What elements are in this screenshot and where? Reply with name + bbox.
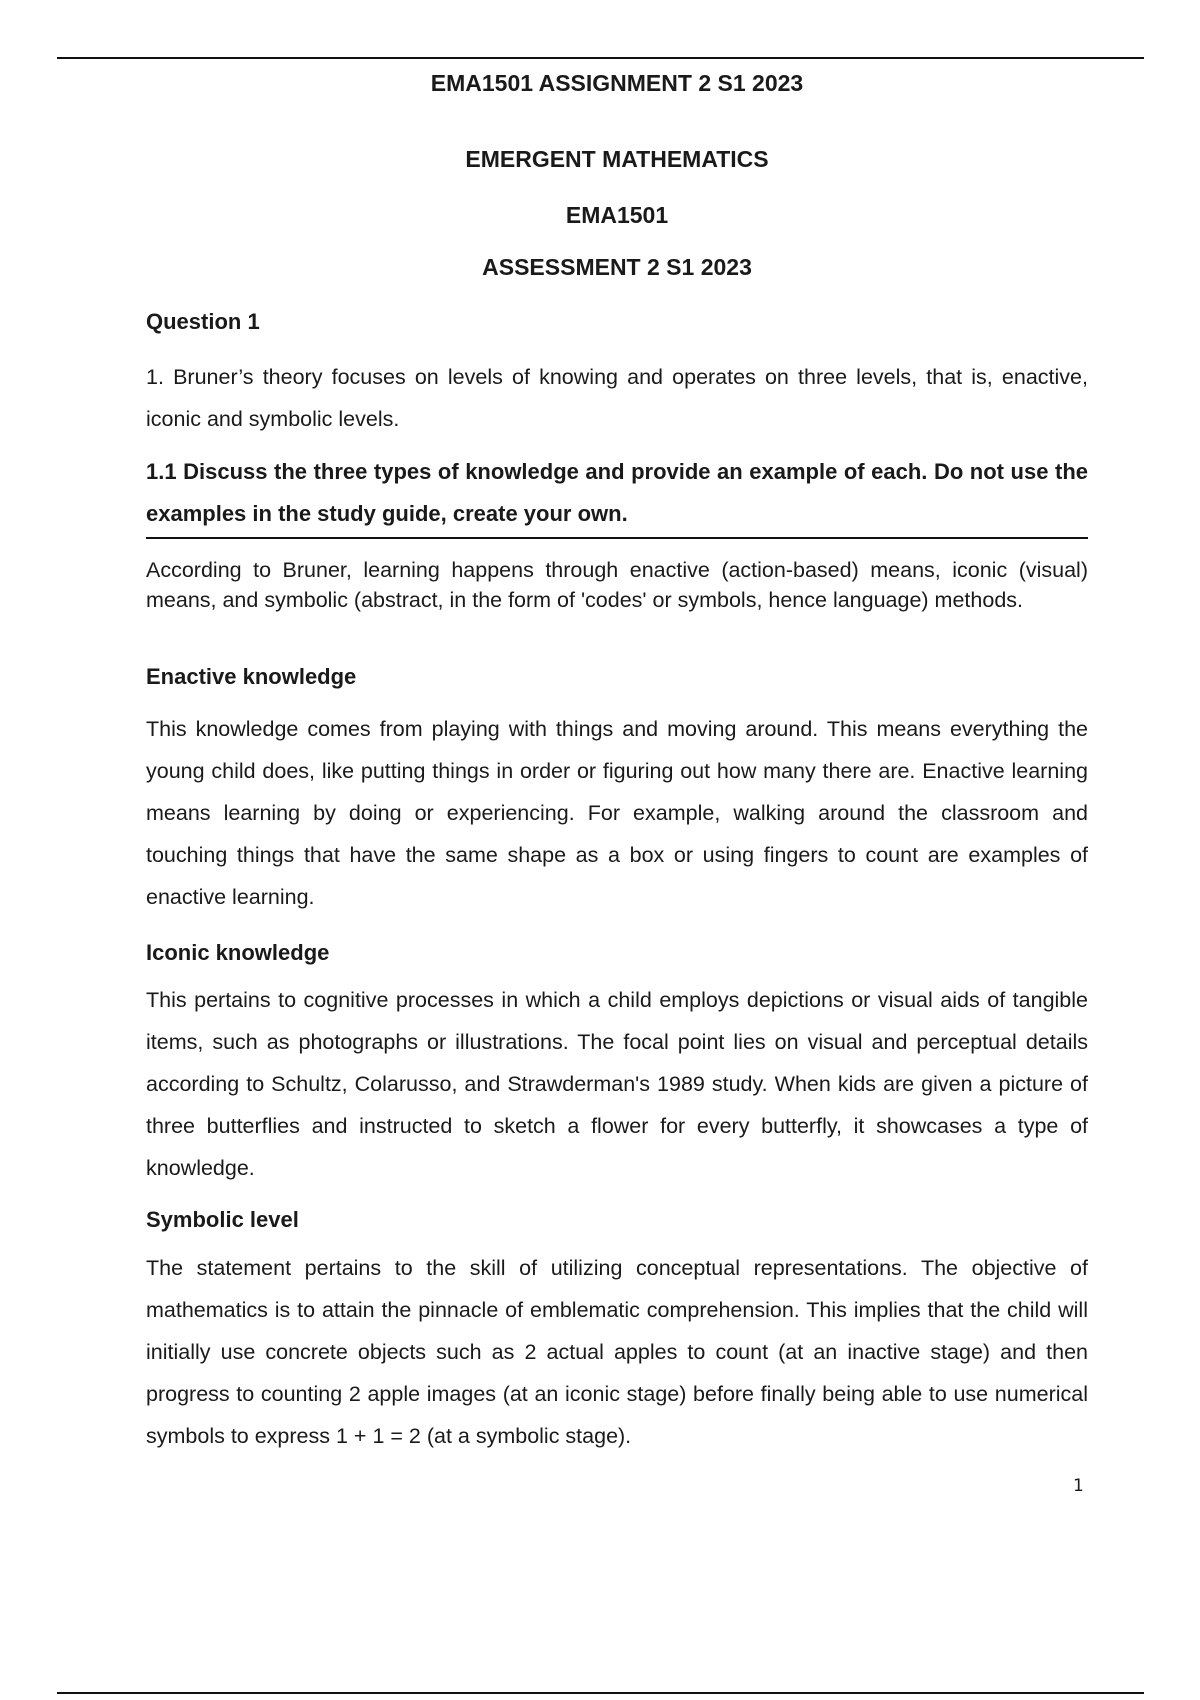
answer-overview: According to Bruner, learning happens through enactive (action-based) means, iconic (visual) means, and symbolic (abstract, in the form of 'codes' or symbols, hence language) methods. xyxy=(146,558,1088,612)
section-text: The statement pertains to the skill of utilizing conceptual representations. The objective of mathematics is to attain the pinnacle of emblematic comprehension. This implies that the child will initially use concrete objects such as 2 actual apples to count (at an inactive stage) and then progress to counting 2 apple images (at an iconic stage) before finally being able to use numerical symbols to express 1 + 1 = 2 (at a symbolic stage). xyxy=(146,1256,1088,1448)
module-name: EMERGENT MATHEMATICS xyxy=(465,146,769,172)
bottom-rule xyxy=(57,1692,1144,1694)
sub-question: 1.1 Discuss the three types of knowledge and provide an example of each. Do not use the examples in the study guide, create your own. xyxy=(146,451,1088,539)
assessment-title: ASSESSMENT 2 S1 2023 xyxy=(482,254,752,280)
section-text: This pertains to cognitive processes in which a child employs depictions or visual aids of tangible items, such as photographs or illustrations. The focal point lies on visual and perceptual details according to Schultz, Colarusso, and Strawderman's 1989 study. When kids are given a picture of three butterflies and instructed to sketch a flower for every butterfly, it showcases a type of knowledge. xyxy=(146,988,1088,1180)
question-intro: 1. Bruner’s theory focuses on levels of knowing and operates on three levels, that is, enactive, iconic and symbolic levels. xyxy=(146,365,1088,431)
section-heading: Enactive knowledge xyxy=(146,664,357,689)
section-text: This knowledge comes from playing with things and moving around. This means everything the young child does, like putting things in order or figuring out how many there are. Enactive learning means learning by doing or experiencing. For example, walking around the classroom and touching things that have the same shape as a box or using fingers to count are examples of enactive learning. xyxy=(146,717,1088,909)
section-heading: Iconic knowledge xyxy=(146,940,330,965)
section-heading: Symbolic level xyxy=(146,1207,299,1232)
top-rule xyxy=(57,57,1144,59)
assignment-title: EMA1501 ASSIGNMENT 2 S1 2023 xyxy=(430,70,804,96)
page-number: 1 xyxy=(1073,1476,1084,1496)
question-heading: Question 1 xyxy=(146,309,260,334)
module-code: EMA1501 xyxy=(565,202,669,228)
